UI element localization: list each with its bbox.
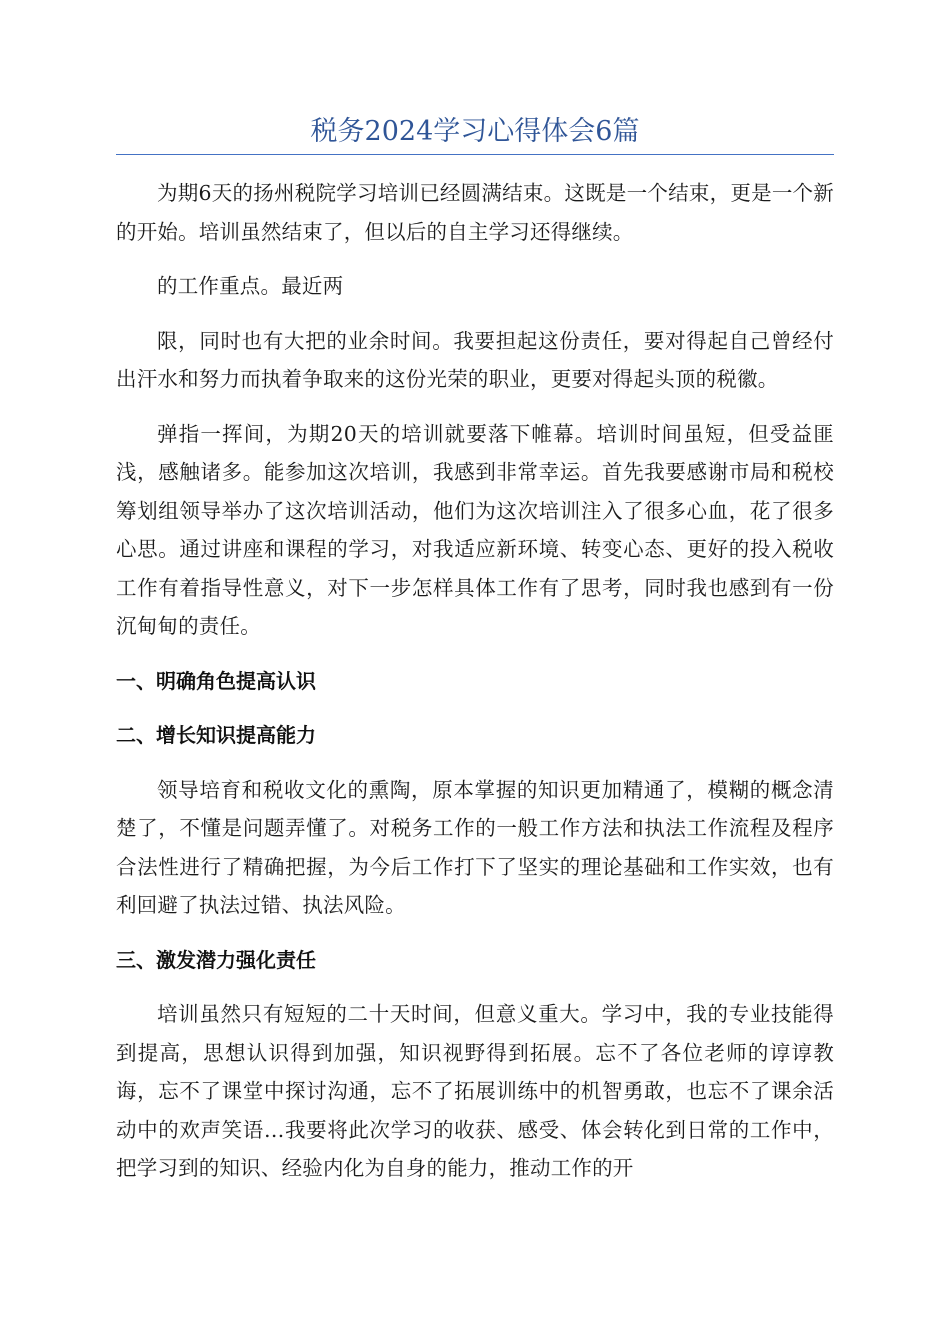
- paragraph-intro: 为期6天的扬州税院学习培训已经圆满结束。这既是一个结束，更是一个新的开始。培训虽然结束了，但以后的自主学习还得继续。: [116, 181, 834, 244]
- document-title: 税务2024学习心得体会6篇: [310, 116, 640, 147]
- paragraph-potential: 培训虽然只有短短的二十天时间，但意义重大。学习中，我的专业技能得到提高，思想认识得到加强，知识视野得到拓展。忘不了各位老师的谆谆教诲，忘不了课堂中探讨沟通，忘不了拓展训练中的机智勇敢，也忘不了课余活动中的欢声笑语…我要将此次学习的收获、感受、体会转化到日常的工作中，把学习到的知识、经验内化为自身的能力，推动工作的开: [116, 1002, 834, 1180]
- section-heading-3: 三、激发潜力强化责任: [116, 947, 316, 972]
- paragraph-knowledge: 领导培育和税收文化的熏陶，原本掌握的知识更加精通了，模糊的概念清楚了，不懂是问题弄懂了。对税务工作的一般工作方法和执法工作流程及程序合法性进行了精确把握，为今后工作打下了坚实的理论基础和工作实效，也有利回避了执法过错、执法风险。: [116, 777, 834, 917]
- section-heading-1: 一、明确角色提高认识: [116, 668, 316, 693]
- title-underline: [116, 154, 834, 155]
- section-heading-2: 二、增长知识提高能力: [116, 723, 316, 747]
- paragraph-responsibility: 限，同时也有大把的业余时间。我要担起这份责任，要对得起自己曾经付出汗水和努力而执着争取来的这份光荣的职业，更要对得起头顶的税徽。: [116, 328, 834, 391]
- paragraph-training-summary: 弹指一挥间，为期20天的培训就要落下帷幕。培训时间虽短，但受益匪浅，感触诸多。能参加这次培训，我感到非常幸运。首先我要感谢市局和税校筹划组领导举办了这次培训活动，他们为这次培训注入了很多心血，花了很多心思。通过讲座和课程的学习，对我适应新环境、转变心态、更好的投入税收工作有着指导性意义，对下一步怎样具体工作有了思考，同时我也感到有一份沉甸甸的责任。: [116, 421, 834, 638]
- document-body: [116, 174, 834, 1204]
- paragraph-fragment: 的工作重点。最近两: [157, 274, 344, 298]
